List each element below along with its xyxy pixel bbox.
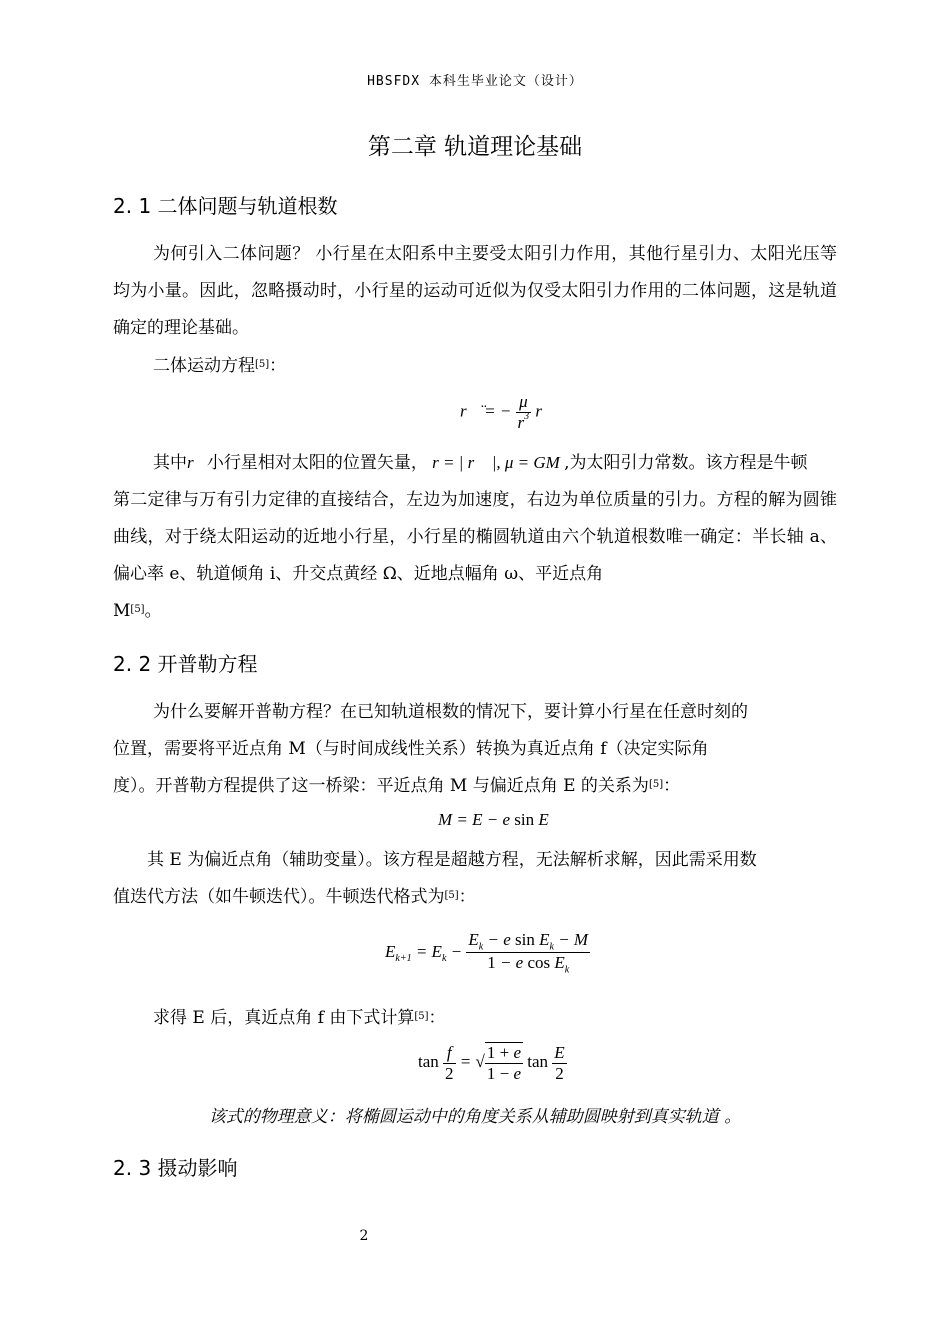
paragraph-kepler-newton-cont: 值迭代方法（如牛顿迭代）。牛顿迭代格式为[5]： bbox=[113, 887, 476, 907]
page-number: 2 bbox=[359, 1228, 369, 1244]
section-title-2-3: 2. 3 摄动影响 bbox=[113, 1156, 238, 1180]
chapter-title: 第二章 轨道理论基础 bbox=[367, 134, 583, 160]
section-title-2-1: 2. 1 二体问题与轨道根数 bbox=[113, 194, 338, 218]
paragraph-two-body-intro: 为何引入二体问题？ 小行星在太阳系中主要受太阳引力作用，其他行星引力、太阳光压等均为小量。因此，忽略摄动时，小行星的运动可近似为仅受太阳引力作用的二体问题，这是轨道确定的理论基础。 bbox=[113, 244, 837, 338]
paragraph-two-body-explanation: 其中r⃗小行星相对太阳的位置矢量， r = | r⃗ |, μ = GM ,为太阳引力常数。该方程是牛顿 第二定律与万有引力定律的直接结合，左边为加速度，右边为单位质量的引力。方程的解为圆锥曲线，对于绕太阳运动的近地小行星，小行星的椭圆轨道由六个轨道根数唯一确定：半长轴 a、偏心率 e、轨道倾角 i、升交点黄经 Ω、近地点幅角 ω、平近点角 M[5]。 bbox=[113, 453, 837, 621]
paragraph-kepler-newton: 其 E 为偏近点角（辅助变量）。该方程是超越方程，无法解析求解，因此需采用数 bbox=[147, 850, 757, 870]
equation-newton-iteration: $E_{k+1} = E_k$ − $\frac{E_k - e \sin E_k - M}{1 - e \cos E_k}$ bbox=[385, 930, 589, 976]
paragraph-kepler-intro: 为什么要解开普勒方程？在已知轨道根数的情况下，要计算小行星在任意时刻的 位置，需要将平近点角 M（与时间成线性关系）转换为真近点角 f（决定实际角 度）。开普勒方程提供了这一桥梁：平近点角 M 与偏近点角 E 的关系为[5]： bbox=[113, 702, 748, 796]
physical-meaning-note: 该式的物理意义：将椭圆运动中的角度关系从辅助圆映射到真实轨道 。 bbox=[208, 1107, 742, 1127]
paragraph-two-body-equation-label: 二体运动方程[5]： bbox=[153, 356, 287, 376]
paragraph-true-anomaly: 求得 E 后，真近点角 f 由下式计算[5]： bbox=[153, 1008, 446, 1028]
section-title-2-2: 2. 2 开普勒方程 bbox=[113, 652, 258, 676]
equation-kepler: M = E − e sin E bbox=[438, 810, 549, 829]
equation-true-anomaly: tan $\frac{f}{2}$ = √ $\frac{1 + e}{1 - e}$ tan $\frac{E}{2}$ bbox=[418, 1042, 565, 1083]
equation-two-body: r⃗̈ = − $\frac{\mu}{r^3}$ r⃗ bbox=[460, 392, 556, 432]
page-header: HBSFDX 本科生毕业论文（设计） bbox=[367, 74, 583, 89]
